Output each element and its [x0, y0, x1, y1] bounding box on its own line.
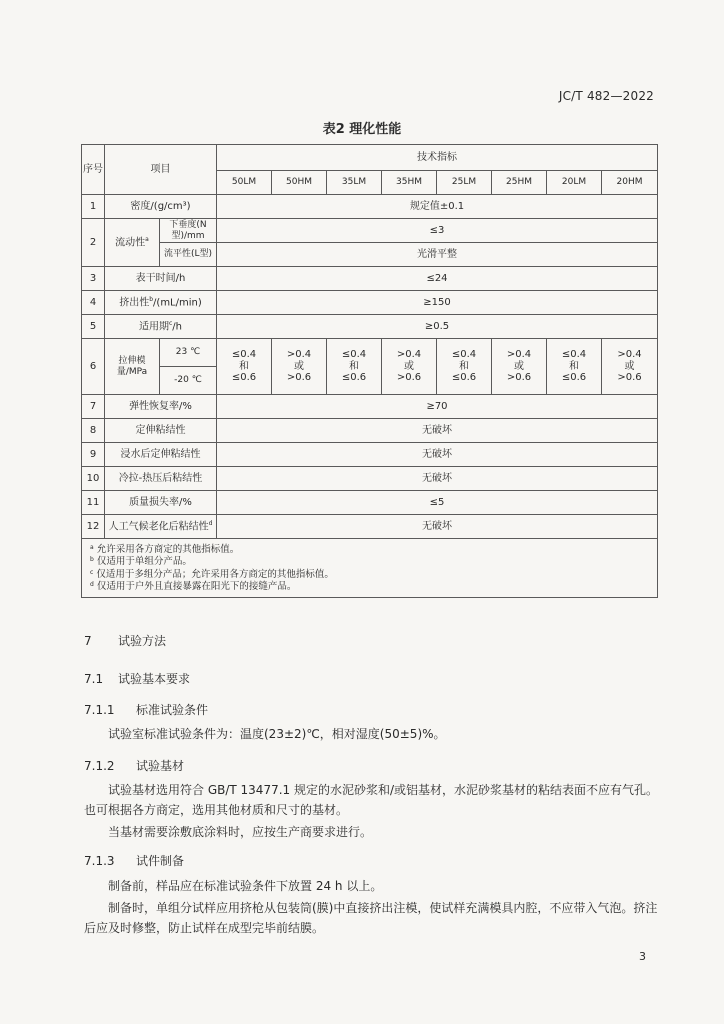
- paragraph: 制备前，样品应在标准试验条件下放置 24 h 以上。: [108, 879, 383, 893]
- row-item: 浸水后定伸粘结性: [105, 443, 217, 467]
- modulus-text: ≤0.4: [561, 349, 587, 361]
- modulus-text: ≤0.4: [341, 349, 367, 361]
- footnote-mark: b: [90, 556, 94, 564]
- row-subitem: -20 ℃: [160, 367, 217, 395]
- row-item: 冷拉-热压后粘结性: [105, 467, 217, 491]
- modulus-text: >0.6: [617, 372, 642, 384]
- section-title: 试件制备: [136, 854, 185, 868]
- section-heading: [84, 632, 166, 649]
- properties-table: [81, 144, 658, 598]
- header-seq: 序号: [82, 145, 105, 195]
- modulus-text: 和: [459, 360, 469, 372]
- section-number: 7: [84, 634, 92, 648]
- modulus-text: ≤0.6: [561, 372, 587, 384]
- modulus-cell: [327, 339, 382, 395]
- row-value: 无破坏: [217, 467, 658, 491]
- row-item: 质量损失率/%: [105, 491, 217, 515]
- row-value: 规定值±0.1: [217, 195, 658, 219]
- footnote-mark: b: [149, 295, 154, 303]
- row-item: [105, 219, 160, 267]
- modulus-text: 或: [624, 360, 635, 372]
- paragraph: 试验基材选用符合 GB/T 13477.1 规定的水泥砂浆和/或铝基材，水泥砂浆基材的粘结表面不应有气孔。也可根据各方商定，选用其他材质和尺寸的基材。: [84, 783, 659, 817]
- row-value: 无破坏: [217, 419, 658, 443]
- modulus-text: ≤0.4: [231, 349, 257, 361]
- row-number: 11: [82, 491, 105, 515]
- note-text: 仅适用于单组分产品。: [96, 556, 192, 568]
- table-row: [82, 315, 658, 339]
- section-heading: [84, 757, 184, 774]
- row-number: 10: [82, 467, 105, 491]
- section-number: 7.1: [84, 672, 104, 686]
- footnote-mark: d: [90, 581, 94, 589]
- table-row: [82, 219, 658, 243]
- section-number: 7.1.1: [84, 703, 115, 717]
- row-number: 12: [82, 515, 105, 539]
- row-value: ≤5: [217, 491, 658, 515]
- modulus-cell: [547, 339, 602, 395]
- modulus-cell: [382, 339, 437, 395]
- modulus-text: 或: [514, 360, 524, 372]
- row-number: 2: [82, 219, 105, 267]
- table-row: [82, 443, 658, 467]
- row-value: ≤3: [217, 219, 658, 243]
- row-value: ≤24: [217, 267, 658, 291]
- page-number: 3: [639, 950, 646, 963]
- note-text: 仅适用于户外且直接暴露在阳光下的接缝产品。: [96, 581, 297, 593]
- section-number: 7.1.3: [84, 854, 115, 868]
- modulus-text: ≤0.6: [451, 372, 477, 384]
- paragraph: 试验室标准试验条件为：温度(23±2)℃，相对湿度(50±5)%。: [108, 727, 446, 741]
- modulus-text: >0.4: [396, 349, 422, 361]
- section-title: 标准试验条件: [136, 703, 209, 717]
- table-row: [82, 267, 658, 291]
- modulus-text: 和: [349, 360, 359, 372]
- grade-cell: 35HM: [382, 171, 437, 195]
- modulus-text: >0.6: [286, 372, 312, 384]
- footnote-mark: c: [168, 319, 173, 327]
- section-title: 试验基本要求: [118, 672, 191, 686]
- row-item: 弹性恢复率/%: [105, 395, 217, 419]
- modulus-cell: [217, 339, 272, 395]
- row-number: 1: [82, 195, 105, 219]
- header-spec: 技术指标: [217, 145, 658, 171]
- row-value: ≥70: [217, 395, 658, 419]
- grade-cell: 20LM: [547, 171, 602, 195]
- row-item-text: 人工气候老化后粘结性: [108, 520, 209, 532]
- row-item-text: 适用期: [138, 320, 169, 332]
- footnote-mark: c: [90, 568, 94, 576]
- modulus-cell: [437, 339, 492, 395]
- row-item: 表干时间/h: [105, 267, 217, 291]
- table-row: [82, 491, 658, 515]
- modulus-text: >0.6: [506, 372, 532, 384]
- modulus-cell: [492, 339, 547, 395]
- table-note: [90, 556, 657, 568]
- modulus-text: 或: [404, 360, 414, 372]
- paragraph: 制备时，单组分试样应用挤枪从包装筒(膜)中直接挤出注模，使试样充满模具内腔，不应带入气泡。挤注后应及时修整，防止试样在成型完毕前结膜。: [84, 901, 658, 935]
- row-subitem: 下垂度(N型)/mm: [160, 219, 217, 243]
- modulus-text: >0.6: [396, 372, 422, 384]
- table-row: [82, 195, 658, 219]
- document-code: JC/T 482—2022: [558, 89, 654, 103]
- section-heading: [84, 852, 184, 869]
- modulus-cell: [602, 339, 658, 395]
- section-number: 7.1.2: [84, 759, 115, 773]
- table-row: [82, 395, 658, 419]
- section-title: 试验方法: [118, 634, 167, 648]
- table-note: [90, 544, 657, 556]
- row-value: 光滑平整: [217, 243, 658, 267]
- table-row: [82, 467, 658, 491]
- grade-cell: 35LM: [327, 171, 382, 195]
- row-item-text: 挤出性: [119, 296, 150, 308]
- table-row: [82, 515, 658, 539]
- note-text: 仅适用于多组分产品；允许采用各方商定的其他指标值。: [96, 568, 334, 580]
- modulus-text: >0.4: [286, 349, 312, 361]
- grade-cell: 50HM: [272, 171, 327, 195]
- table-note: [90, 569, 657, 581]
- table-row: [82, 339, 658, 367]
- note-text: 允许采用各方商定的其他指标值。: [96, 544, 240, 555]
- row-value: 无破坏: [217, 515, 658, 539]
- row-number: 9: [82, 443, 105, 467]
- modulus-text: 或: [294, 360, 304, 372]
- row-item: 拉伸模量/MPa: [105, 339, 160, 395]
- table-row: [82, 419, 658, 443]
- modulus-cell: [272, 339, 327, 395]
- table-notes-row: [82, 539, 658, 598]
- row-number: 3: [82, 267, 105, 291]
- modulus-text: 和: [239, 360, 249, 372]
- grade-cell: 20HM: [602, 171, 658, 195]
- row-item: 密度/(g/cm³): [105, 195, 217, 219]
- grade-cell: 50LM: [217, 171, 272, 195]
- footnote-mark: a: [145, 235, 149, 243]
- row-item: [105, 291, 217, 315]
- modulus-text: ≤0.6: [341, 372, 367, 384]
- row-number: 8: [82, 419, 105, 443]
- modulus-text: 和: [569, 360, 579, 372]
- row-subitem: 流平性(L型): [160, 243, 217, 267]
- modulus-text: >0.4: [506, 349, 532, 361]
- table-note: [90, 581, 657, 593]
- footnote-mark: a: [90, 544, 94, 551]
- header-item: 项目: [105, 145, 217, 195]
- row-item-text: 流动性: [115, 236, 146, 248]
- row-value: ≥0.5: [217, 315, 658, 339]
- modulus-text: >0.4: [617, 349, 642, 361]
- row-number: 4: [82, 291, 105, 315]
- row-item: 定伸粘结性: [105, 419, 217, 443]
- row-value: ≥150: [217, 291, 658, 315]
- row-number: 6: [82, 339, 105, 395]
- grade-cell: 25LM: [437, 171, 492, 195]
- row-item-unit: /h: [172, 320, 183, 332]
- row-number: 7: [82, 395, 105, 419]
- table-row: [82, 243, 658, 267]
- row-item-unit: /(mL/min): [153, 296, 202, 308]
- table-title: 表2 理化性能: [322, 122, 402, 137]
- footnote-mark: d: [208, 519, 213, 527]
- modulus-text: ≤0.6: [231, 372, 257, 384]
- paragraph: 当基材需要涂敷底涂料时，应按生产商要求进行。: [108, 825, 373, 839]
- section-title: 试验基材: [136, 759, 185, 773]
- section-heading: [84, 701, 208, 718]
- row-item: [105, 315, 217, 339]
- row-item: [105, 515, 217, 539]
- grade-cell: 25HM: [492, 171, 547, 195]
- section-heading: [84, 670, 190, 687]
- modulus-text: ≤0.4: [451, 349, 477, 361]
- row-number: 5: [82, 315, 105, 339]
- table-row: [82, 291, 658, 315]
- row-subitem: 23 ℃: [160, 339, 217, 367]
- row-value: 无破坏: [217, 443, 658, 467]
- table-notes: [82, 539, 658, 598]
- table-header-row: [82, 145, 658, 171]
